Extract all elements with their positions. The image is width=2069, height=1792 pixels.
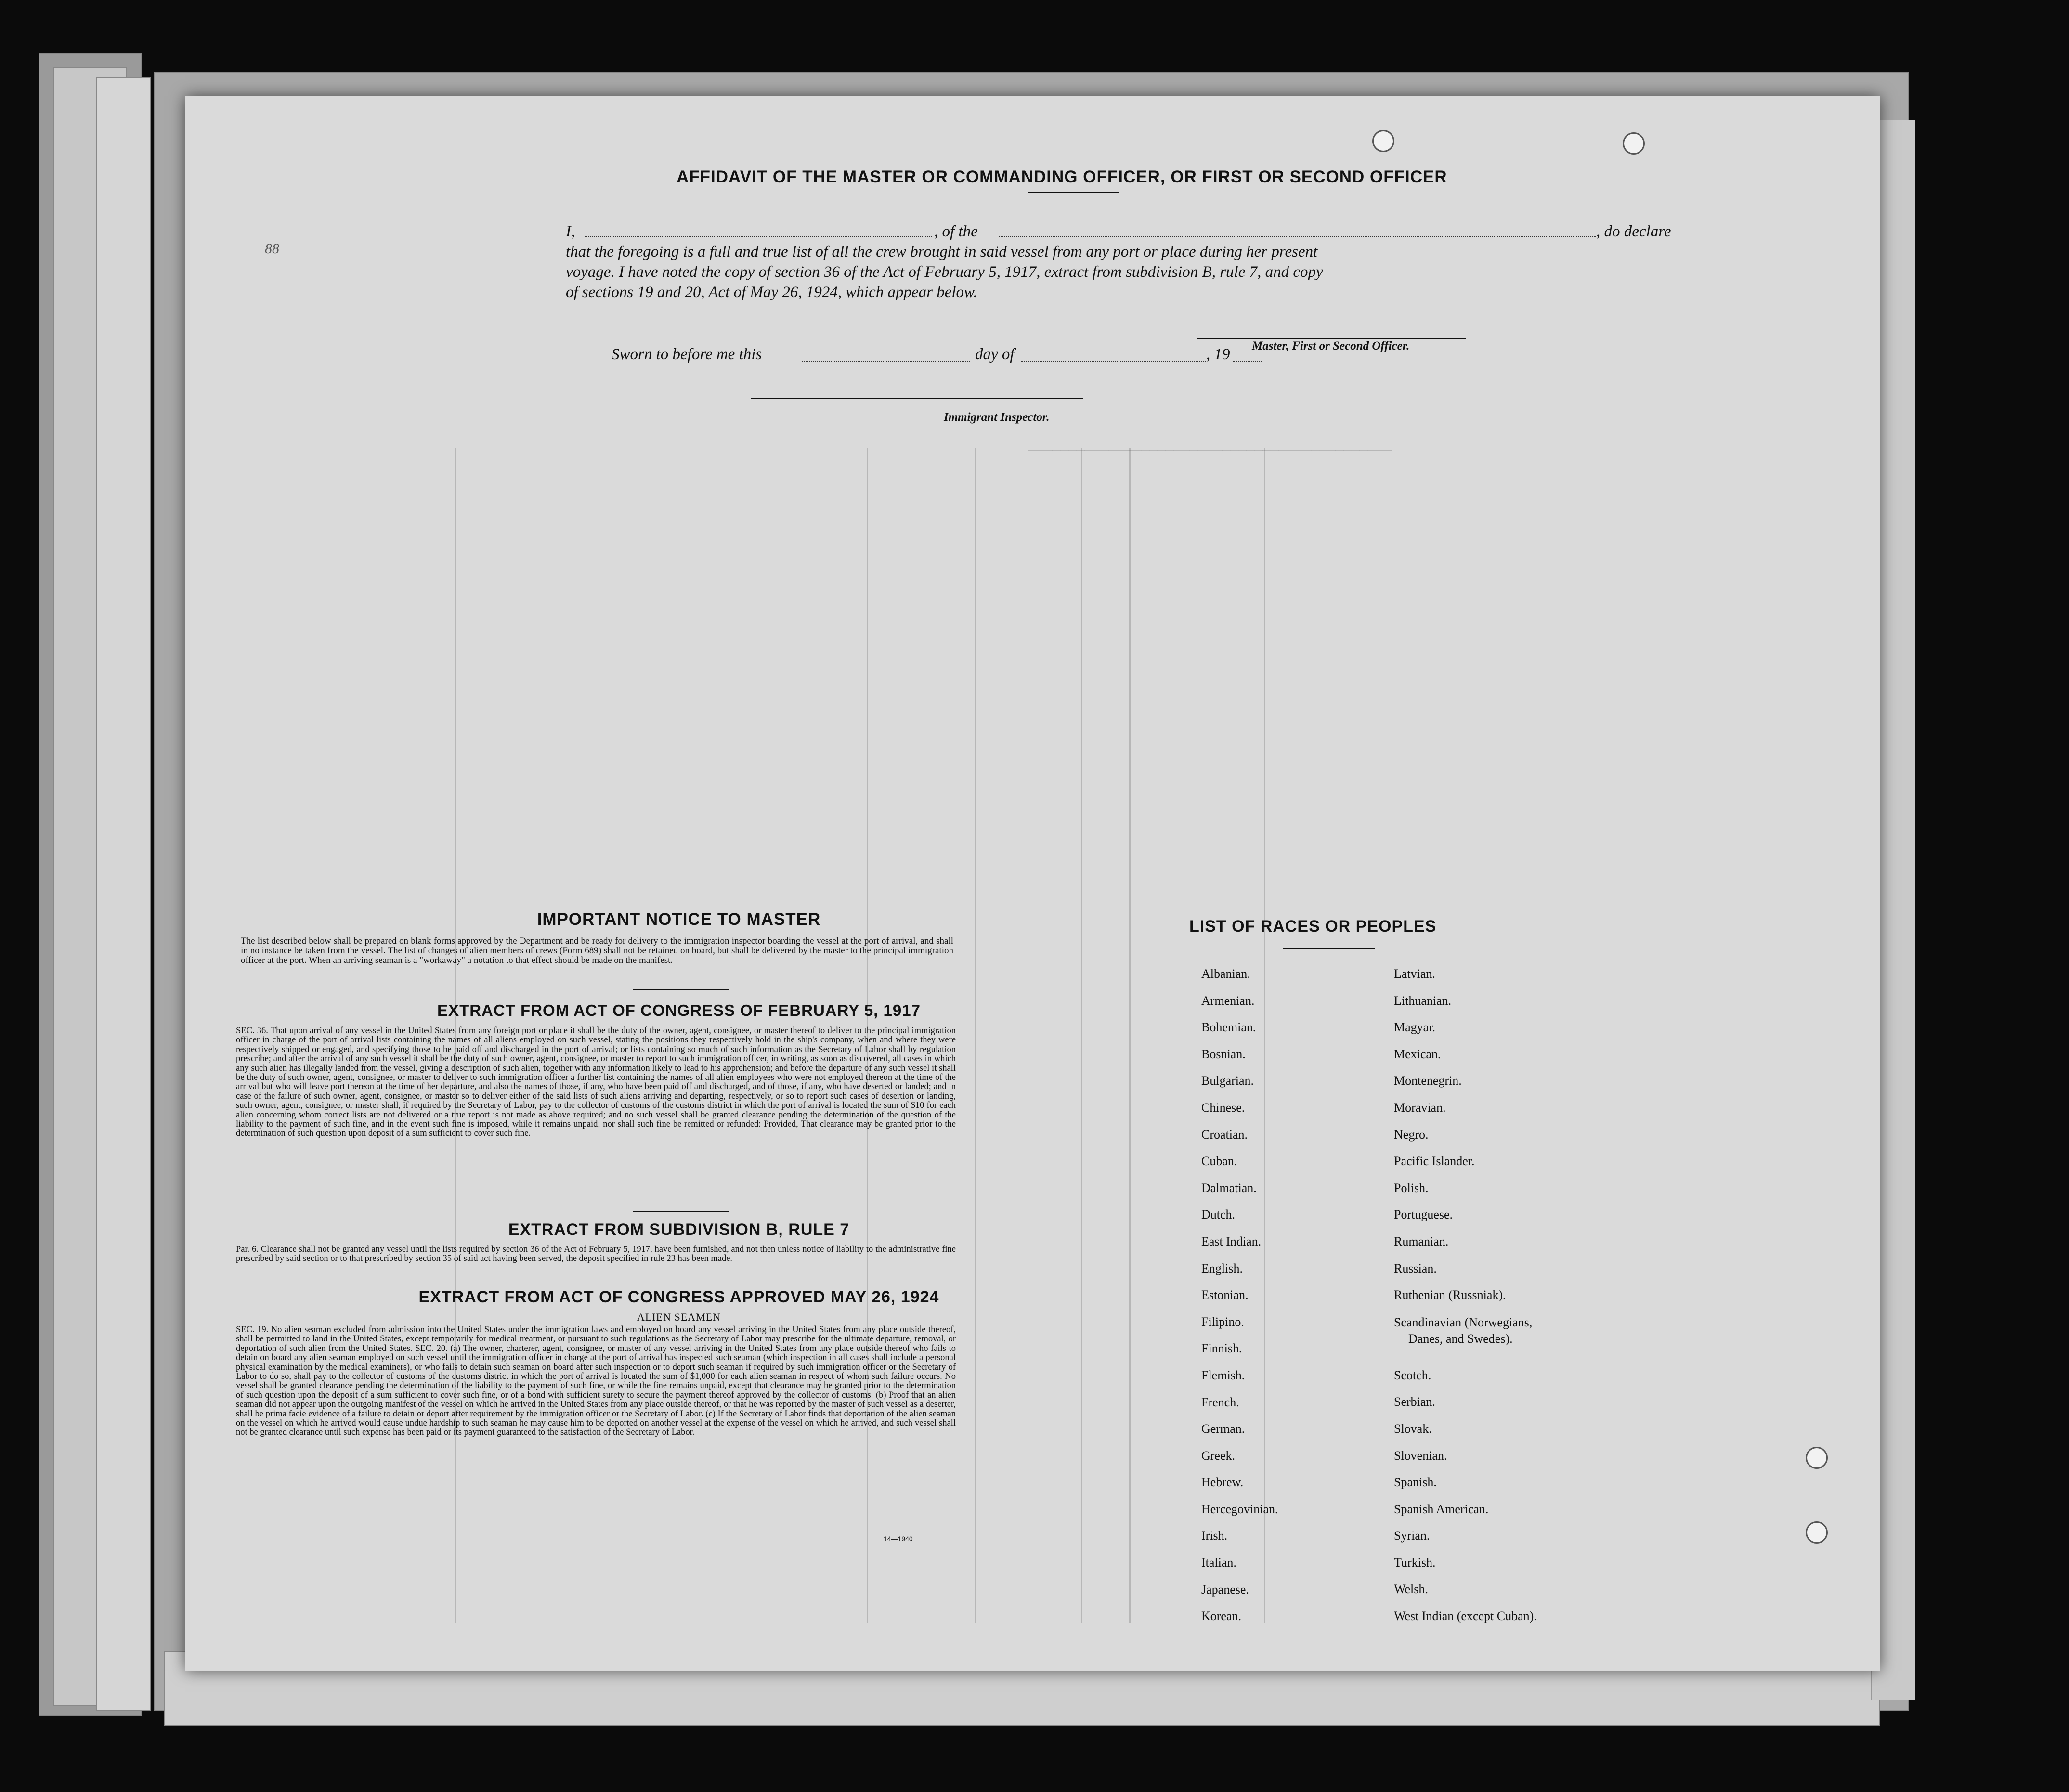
- affidavit-line4: of sections 19 and 20, Act of May 26, 1924, which appear below.: [566, 284, 977, 301]
- race-entry: Armenian.: [1201, 993, 1255, 1008]
- margin-note: 88: [265, 241, 279, 257]
- race-entry: Estonian.: [1201, 1288, 1249, 1302]
- race-entry: Japanese.: [1201, 1582, 1249, 1597]
- race-entry: French.: [1201, 1395, 1239, 1409]
- inspector-signature-line[interactable]: [751, 398, 1083, 399]
- master-signature-label: Master, First or Second Officer.: [1252, 339, 1410, 352]
- crew-list-form-page: [185, 96, 1880, 1671]
- race-entry: West Indian (except Cuban).: [1394, 1609, 1537, 1623]
- race-entry: Greek.: [1201, 1448, 1236, 1463]
- race-entry: East Indian.: [1201, 1234, 1262, 1248]
- race-entry: Korean.: [1201, 1609, 1242, 1623]
- affidavit-line1-start: I,: [566, 223, 575, 240]
- race-entry: German.: [1201, 1422, 1245, 1436]
- race-entry: Bosnian.: [1201, 1047, 1246, 1061]
- affidavit-line2: that the foregoing is a full and true list of all the crew brought in said vessel from any port or place during her present: [566, 243, 1318, 260]
- inspector-signature-label: Immigrant Inspector.: [944, 411, 1050, 424]
- race-entry: Chinese.: [1201, 1100, 1245, 1115]
- bleed-through-rule: [1081, 448, 1082, 1623]
- extract-1924-title: EXTRACT FROM ACT OF CONGRESS APPROVED MAY 26, 1924: [418, 1288, 939, 1306]
- races-right-column: [1394, 961, 1537, 1630]
- alien-seamen-subtitle: ALIEN SEAMEN: [637, 1311, 721, 1323]
- vessel-name-blank[interactable]: [999, 236, 1596, 237]
- race-entry: Rumanian.: [1394, 1234, 1449, 1248]
- master-signature-line[interactable]: [1197, 338, 1466, 339]
- race-entry: Polish.: [1394, 1181, 1429, 1195]
- sworn-line-end: , 19: [1206, 346, 1230, 363]
- race-entry: Croatian.: [1201, 1127, 1248, 1142]
- race-entry: Hercegovinian.: [1201, 1502, 1278, 1516]
- race-entry: Moravian.: [1394, 1100, 1446, 1115]
- race-entry: Hebrew.: [1201, 1475, 1244, 1490]
- punch-hole: [1623, 132, 1645, 155]
- race-entry: Scotch.: [1394, 1368, 1431, 1382]
- race-entry: Irish.: [1201, 1529, 1228, 1543]
- subdivision-body: Par. 6. Clearance shall not be granted any vessel until the lists required by section 36 of the Act of February 5, 1917, have been furnished, and not then unless notice of liability to the administrative fine prescribed by said section or to that prescribed by section 35 of said act having been served, the deposit specified in rule 23 has been made.: [236, 1245, 956, 1264]
- sworn-line-mid: day of: [975, 346, 1015, 363]
- affidavit-line3: voyage. I have noted the copy of section 36 of the Act of February 5, 1917, extract from subdivision B, rule 7, and copy: [566, 263, 1323, 281]
- bleed-through-text: —————————————————————————————————————————————: [1028, 443, 1392, 458]
- section-divider: [633, 1211, 729, 1212]
- bleed-through-rule: [975, 448, 976, 1623]
- punch-hole: [1806, 1521, 1828, 1544]
- race-entry: Spanish.: [1394, 1475, 1437, 1490]
- left-stack-sheet: [96, 77, 151, 1711]
- affidavit-line1-end: , do declare: [1596, 223, 1671, 240]
- section-divider: [633, 989, 729, 990]
- notice-title: IMPORTANT NOTICE TO MASTER: [537, 910, 821, 929]
- punch-hole: [1372, 130, 1394, 152]
- race-entry: Negro.: [1394, 1127, 1429, 1142]
- race-entry: Pacific Islander.: [1394, 1154, 1475, 1169]
- race-entry: Bohemian.: [1201, 1020, 1256, 1035]
- notice-body: The list described below shall be prepared on blank forms approved by the Department and be ready for delivery to the immigration inspector boarding the vessel at the port of arrival, and shall in no instance be taken from the vessel. The list of changes of alien members of crews (Form 689) shall not be retained on board, but shall be delivered by the master to the principal immigration officer at the port. When an arriving seaman is a "workaway" a notation to that effect should be made on the manifest.: [241, 936, 953, 965]
- race-entry: Russian.: [1394, 1261, 1437, 1275]
- sworn-year-blank[interactable]: [1233, 361, 1262, 362]
- subdivision-title: EXTRACT FROM SUBDIVISION B, RULE 7: [508, 1221, 850, 1239]
- race-entry: Flemish.: [1201, 1368, 1245, 1382]
- race-entry: Spanish American.: [1394, 1502, 1489, 1516]
- extract-1924-body: SEC. 19. No alien seaman excluded from admission into the United States under the immigration laws and employed on board any vessel arriving in the United States from any place outside thereof, shall be permitted to land in the United States, except temporarily for medical treatment, or pursuant to such regulations as the Secretary of Labor may prescribe for the ultimate departure, removal, or deportation of such alien from the United States. SEC. 20. (a) The owner, charterer, agent, consignee, or master of any vessel arriving in the United States from any place outside thereof who fails to detain on board any alien seaman employed on such vessel until the immigration officer in charge at the port of arrival has inspected such seaman (which inspection in all cases shall include a personal physical examination by the medical examiners), or who fails to detain such seaman on board after such inspection or to deport such seaman if required by such immigration officer or the Secretary of Labor to do so, shall pay to the collector of customs of the customs district in which the port of arrival is located the sum of $1,000 for each alien seaman in respect of whom such failure occurs. No vessel shall be granted clearance pending the determination of the liability to the payment of such fine, or while the fine remains unpaid, except that clearance may be granted prior to the determination of such question upon the deposit of a sum sufficient to cover such fine, or of a bond with sufficient surety to secure the payment thereof approved by the collector of customs. (b) Proof that an alien seaman did not appear upon the outgoing manifest of the vessel on which he arrived in the United States from any place outside thereof, or that he was reported by the master of such vessel as a deserter, shall be prima facie evidence of a failure to detain or deport after requirement by the immigration officer or the Secretary of Labor. (c) If the Secretary of Labor finds that deportation of the alien seaman on the vessel on which he arrived would cause undue hardship to such seaman he may cause him to be deported on another vessel at the expense of the vessel on which he arrived, and such vessel shall not be granted clearance until such expense has been paid or its payment guaranteed to the satisfaction of the Secretary of Labor.: [236, 1325, 956, 1438]
- race-entry: Turkish.: [1394, 1555, 1436, 1570]
- races-left-column: [1201, 961, 1278, 1630]
- race-entry: Dalmatian.: [1201, 1181, 1257, 1195]
- race-entry: Welsh.: [1394, 1582, 1428, 1597]
- sworn-month-blank[interactable]: [1021, 361, 1206, 362]
- race-entry: Scandinavian (Norwegians,: [1394, 1315, 1533, 1329]
- race-entry: Italian.: [1201, 1556, 1236, 1570]
- race-entry: Dutch.: [1201, 1208, 1236, 1222]
- affidavit-line1-mid: , of the: [934, 223, 978, 240]
- race-entry: Albanian.: [1201, 967, 1250, 981]
- race-entry: Slovenian.: [1394, 1448, 1447, 1463]
- race-entry: Latvian.: [1394, 967, 1435, 981]
- race-entry: Danes, and Swedes).: [1408, 1331, 1513, 1346]
- sworn-day-blank[interactable]: [802, 361, 970, 362]
- punch-hole: [1806, 1447, 1828, 1469]
- race-entry: Mexican.: [1394, 1047, 1441, 1061]
- race-entry: Magyar.: [1394, 1020, 1435, 1035]
- race-entry: Montenegrin.: [1394, 1074, 1462, 1088]
- race-entry: Filipino.: [1201, 1314, 1244, 1329]
- title-underline: [1028, 192, 1119, 193]
- race-entry: Finnish.: [1201, 1341, 1242, 1356]
- sworn-line-start: Sworn to before me this: [612, 346, 762, 363]
- bleed-through-rule: [1129, 448, 1131, 1623]
- race-entry: Cuban.: [1201, 1154, 1237, 1169]
- race-entry: Bulgarian.: [1201, 1074, 1254, 1088]
- races-title: LIST OF RACES OR PEOPLES: [1189, 917, 1437, 935]
- race-entry: Ruthenian (Russniak).: [1394, 1288, 1506, 1302]
- race-entry: Serbian.: [1394, 1395, 1435, 1409]
- race-entry: Lithuanian.: [1394, 993, 1452, 1008]
- races-title-underline: [1283, 948, 1375, 949]
- form-number: 14—1940: [884, 1535, 913, 1543]
- declarant-name-blank[interactable]: [585, 236, 932, 237]
- race-entry: English.: [1201, 1261, 1243, 1275]
- extract-1917-body: SEC. 36. That upon arrival of any vessel in the United States from any foreign port or place it shall be the duty of the owner, agent, consignee, or master thereof to deliver to the principal immigration officer in charge of the port of arrival lists containing the names of all aliens employed on such vessel, stating the positions they respectively hold in the ship's company, when and where they were respectively shipped or engaged, and specifying those to be paid off and discharged in the port of arrival; or lists containing so much of such information as the Secretary of Labor shall by regulation prescribe; and after the arrival of any such vessel it shall be the duty of such owner, agent, consignee, or master to report to such immigration officer, in writing, as soon as discovered, all cases in which any such alien has illegally landed from the vessel, giving a description of such alien, together with any information likely to lead to his apprehension; and before the departure of any such vessel it shall be the duty of such owner, agent, consignee, or master to deliver to such immigration officer a further list containing the names of all alien employees who were not employed thereon at the time of the arrival but who will leave port thereon at the time of her departure, and also the names of those, if any, who have been paid off and discharged, and of those, if any, who have deserted or landed; and in case of the failure of such owner, agent, consignee, or master so to deliver either of the said lists of such aliens arriving and departing, respectively, or so to report such cases of desertion or landing, such owner, agent, consignee, or master shall, if required by the Secretary of Labor, pay to the collector of customs of the customs district in which the port of arrival is located the sum of $10 for each alien concerning whom correct lists are not delivered or a true report is not made as above required; and no such vessel shall be granted clearance pending the determination of the question of the liability to the payment of such fine, and in the event such fine is imposed, while it remains unpaid; nor shall such fine be remitted or refunded: Provided, That clearance may be granted prior to the determination of such question upon deposit of a sum sufficient to cover such fine.: [236, 1026, 956, 1139]
- race-entry: Slovak.: [1394, 1421, 1432, 1436]
- affidavit-title: AFFIDAVIT OF THE MASTER OR COMMANDING OFFICER, OR FIRST OR SECOND OFFICER: [677, 168, 1447, 186]
- race-entry: Syrian.: [1394, 1529, 1430, 1543]
- race-entry: Portuguese.: [1394, 1208, 1453, 1222]
- extract-1917-title: EXTRACT FROM ACT OF CONGRESS OF FEBRUARY 5, 1917: [437, 1001, 921, 1019]
